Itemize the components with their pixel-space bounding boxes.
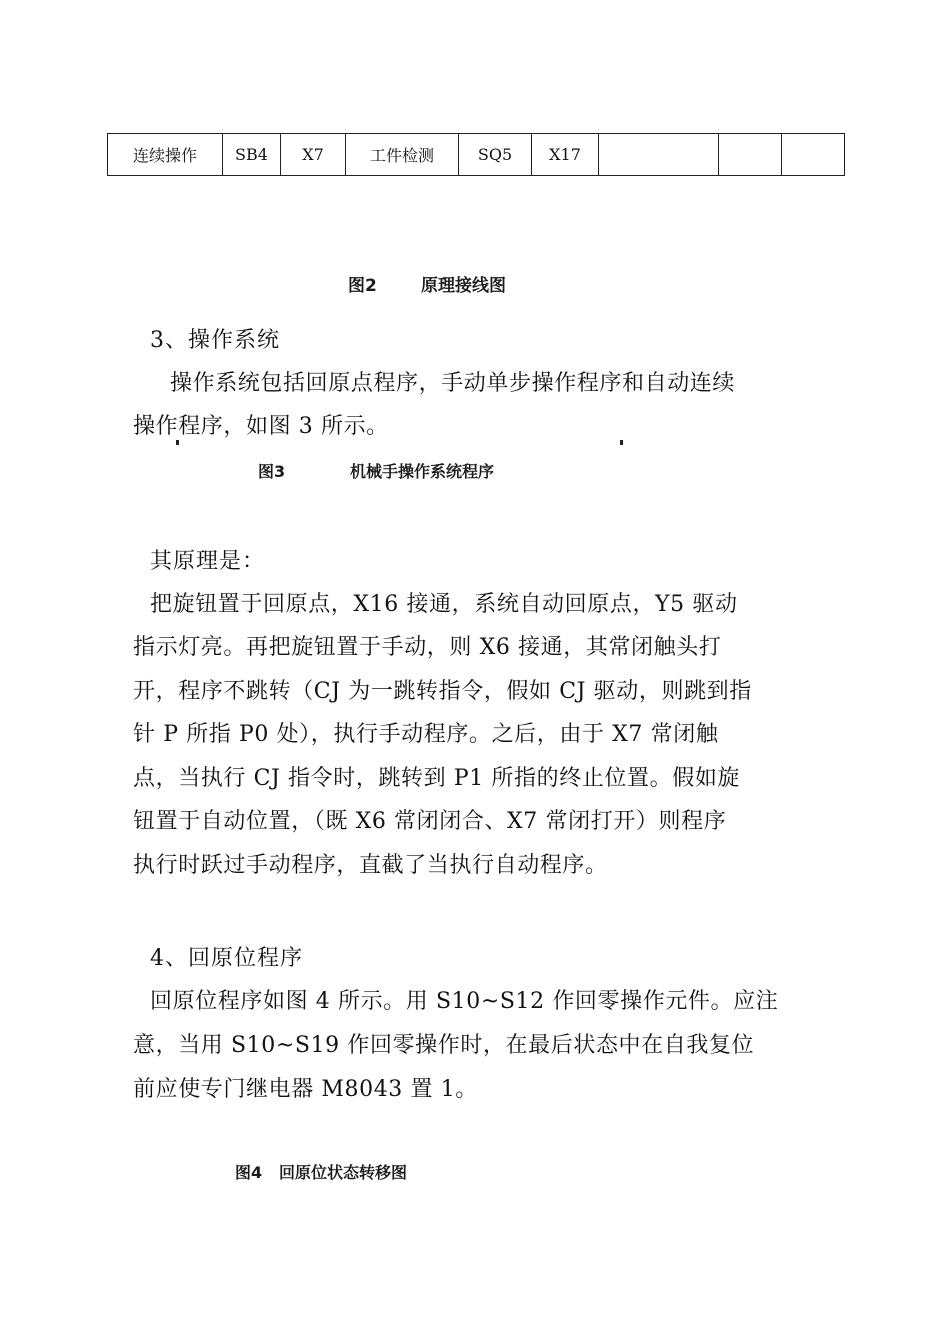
section4-line: 前应使专门继电器 M8043 置 1。 — [133, 1077, 478, 1102]
section3-para-line: 操作系统包括回原点程序，手动单步操作程序和自动连续 — [170, 371, 736, 396]
marker-dot — [176, 440, 179, 445]
io-table — [107, 133, 845, 176]
section3-heading: 3、操作系统 — [150, 328, 280, 353]
principle-line: 指示灯亮。再把旋钮置于手动，则 X6 接通，其常闭触头打 — [133, 635, 722, 660]
figure4-title: 回原位状态转移图 — [279, 1163, 408, 1182]
table-cell: SB4 — [223, 134, 281, 176]
table-cell — [719, 134, 782, 176]
section3-para-line: 操作程序，如图 3 所示。 — [133, 414, 389, 439]
figure4-label: 图4 — [235, 1163, 263, 1182]
principle-line: 针 P 所指 P0 处），执行手动程序。之后，由于 X7 常闭触 — [133, 722, 719, 747]
figure2-label: 图2 — [348, 276, 377, 296]
principle-line: 执行时跃过手动程序，直截了当执行自动程序。 — [133, 853, 608, 878]
table-cell — [782, 134, 845, 176]
table-cell: 工件检测 — [346, 134, 459, 176]
principle-heading: 其原理是： — [150, 549, 266, 574]
principle-line: 开，程序不跳转（CJ 为一跳转指令，假如 CJ 驱动，则跳到指 — [133, 679, 752, 704]
marker-dot — [620, 440, 623, 445]
principle-line: 把旋钮置于回原点，X16 接通，系统自动回原点，Y5 驱动 — [150, 592, 738, 617]
table-cell: 连续操作 — [108, 134, 223, 176]
table-cell: X17 — [532, 134, 599, 176]
section4-line: 意，当用 S10~S19 作回零操作时，在最后状态中在自我复位 — [133, 1033, 755, 1058]
table-cell: SQ5 — [459, 134, 532, 176]
figure3-title: 机械手操作系统程序 — [350, 462, 495, 481]
table-cell: X7 — [281, 134, 346, 176]
table-row — [108, 134, 845, 176]
principle-line: 点，当执行 CJ 指令时，跳转到 P1 所指的终止位置。假如旋 — [133, 766, 741, 791]
table-cell — [599, 134, 719, 176]
section4-line: 回原位程序如图 4 所示。用 S10~S12 作回零操作元件。应注 — [150, 989, 779, 1014]
figure3-label: 图3 — [258, 462, 286, 481]
figure2-title: 原理接线图 — [421, 276, 506, 296]
section4-heading: 4、回原位程序 — [150, 946, 303, 971]
principle-line: 钮置于自动位置，（既 X6 常闭闭合、X7 常闭打开）则程序 — [133, 809, 727, 834]
